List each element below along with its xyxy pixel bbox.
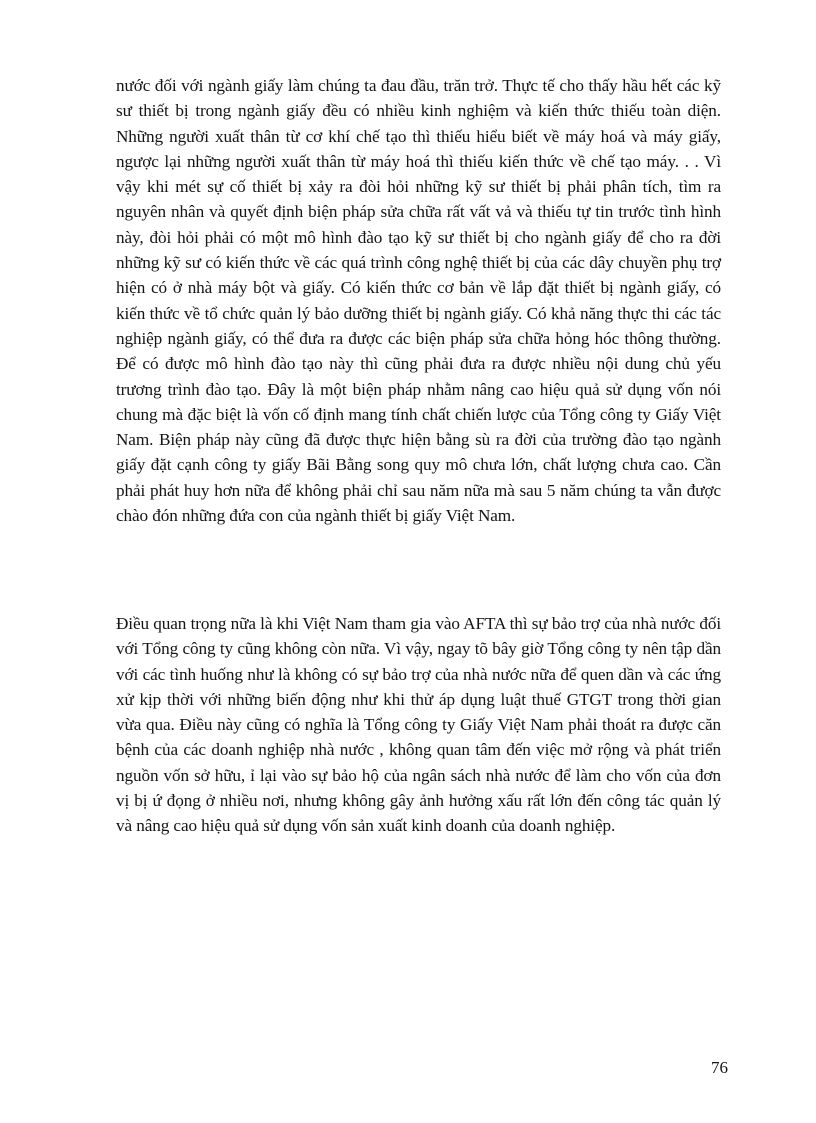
body-paragraph-1: nước đối với ngành giấy làm chúng ta đau đầu, trăn trở. Thực tế cho thấy hầu hết các kỹ sư thiết bị trong ngành giấy đều có nhiều kinh nghiệm và kiến thức thiếu toàn diện. Những người xuất thân từ cơ khí chế tạo thì thiếu hiểu biết về máy hoá và máy giấy, ngược lại những người xuất thân từ máy hoá thì thiếu kiến thức về chế tạo máy. . . Vì vậy khi mét sự cố thiết bị xảy ra đòi hỏi những kỹ sư thiết bị phải phân tích, tìm ra nguyên nhân và quyết định biện pháp sửa chữa rất vất vả và thiếu tự tin trước tình hình này, đòi hỏi phải có một mô hình đào tạo kỹ sư thiết bị cho ngành giấy để cho ra đời những kỹ sư có kiến thức về các quá trình công nghệ thiết bị của các dây chuyền phụ trợ hiện có ở nhà máy bột và giấy. Có kiến thức cơ bản về lắp đặt thiết bị ngành giấy, có kiến thức về tổ chức quản lý bảo dưỡng thiết bị ngành giấy. Có khả năng thực thi các tác nghiệp ngành giấy, có thể đưa ra được các biện pháp sửa chữa hỏng hóc thông thường. Để có được mô hình đào tạo này thì cũng phải đưa ra được nhiều nội dung chủ yếu trương trình đào tạo. Đây là một biện pháp nhằm nâng cao hiệu quả sử dụng vốn nói chung mà đặc biệt là vốn cố định mang tính chất chiến lược của Tổng công ty Giấy Việt Nam. Biện pháp này cũng đã được thực hiện bằng sù ra đời của trường đào tạo ngành giấy đặt cạnh công ty giấy Bãi Bằng song quy mô chưa lớn, chất lượng chưa cao. Cần phải phát huy hơn nữa để không phải chỉ sau năm nữa mà sau 5 năm chúng ta vẫn được chào đón những đứa con của ngành thiết bị giấy Việt Nam.	[116, 76, 721, 526]
body-paragraph-2: Điều quan trọng nữa là khi Việt Nam tham gia vào AFTA thì sự bảo trợ của nhà nước đối với Tổng công ty cũng không còn nữa. Vì vậy, ngay tõ bây giờ Tổng công ty nên tập dần với các tình huống như là không có sự bảo trợ của nhà nước nữa để quen dần và các ứng xử kịp thời với những biến động như khi thử áp dụng luật thuế GTGT trong thời gian vừa qua. Điều này cũng có nghĩa là Tổng công ty Giấy Việt Nam phải thoát ra được căn bệnh của các doanh nghiệp nhà nước , không quan tâm đến việc mở rộng và phát triển nguồn vốn sở hữu, ỉ lại vào sự bảo hộ của ngân sách nhà nước để làm cho vốn của đơn vị bị ứ đọng ở nhiều nơi, nhưng không gây ảnh hưởng xấu rất lớn đến công tác quản lý và nâng cao hiệu quả sử dụng vốn sản xuất kinh doanh của doanh nghiệp.	[116, 614, 721, 836]
page-number: 76	[711, 1058, 728, 1077]
